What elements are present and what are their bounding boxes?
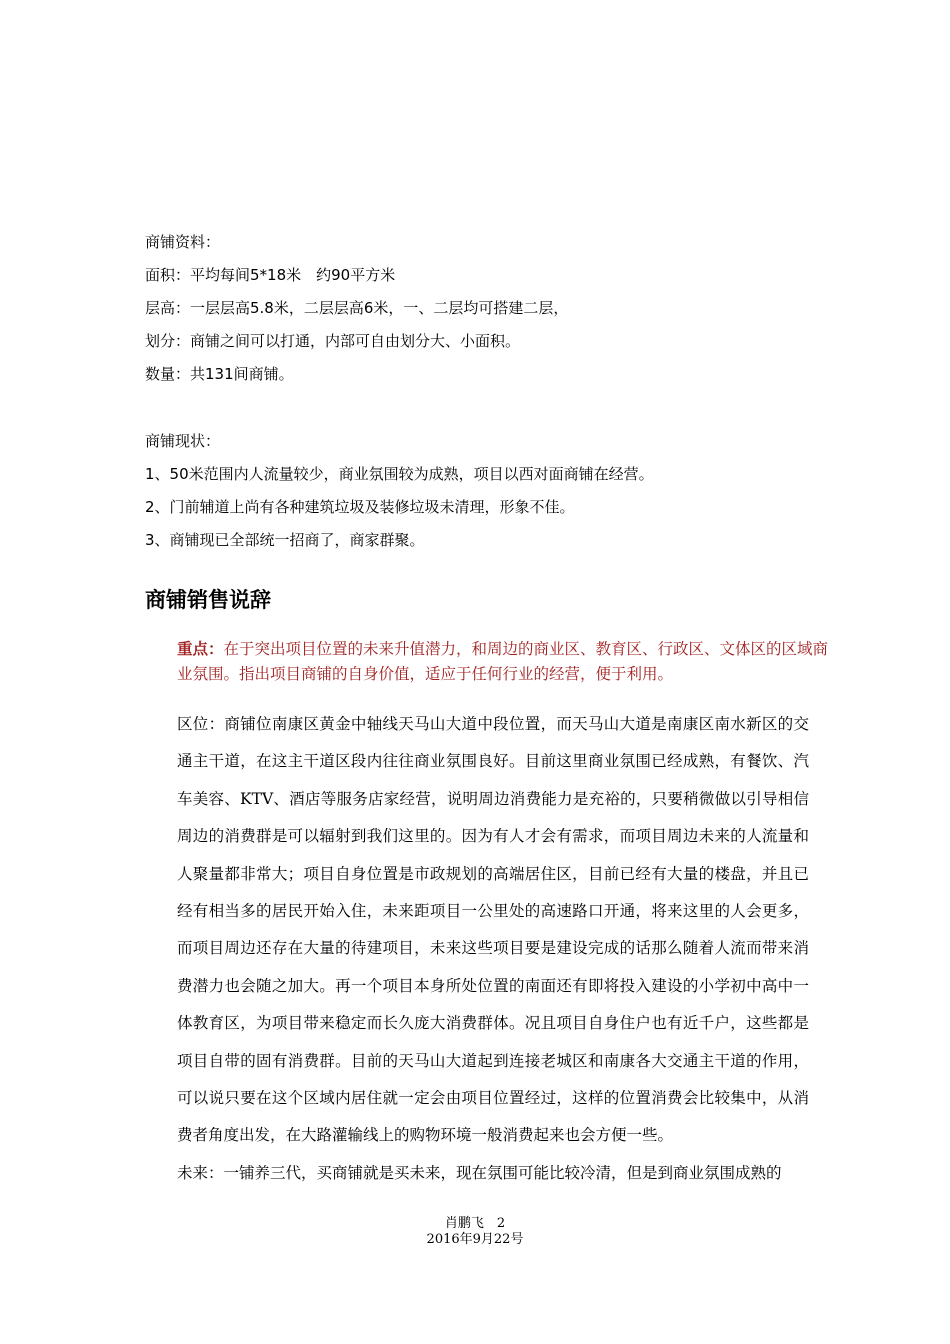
emphasis-label: 重点： [177, 639, 224, 658]
emphasis-paragraph [145, 636, 841, 687]
body-text [145, 706, 809, 1192]
info-title: 商铺资料： [145, 233, 221, 251]
future-paragraph: 未来：一铺养三代，买商铺就是买未来，现在氛围可能比较冷清，但是到商业氛围成熟的 [177, 1163, 782, 1182]
info-floor-height: 层高：一层层高5.8米，二层层高6米，一、二层均可搭建二层， [145, 299, 569, 317]
footer-author-page: 肖鹏飞 2 [444, 1216, 506, 1231]
status-item-2: 2、门前辅道上尚有各种建筑垃圾及装修垃圾未清理，形象不佳。 [145, 498, 575, 516]
info-division: 划分：商铺之间可以打通，内部可自由划分大、小面积。 [145, 332, 521, 350]
emphasis-text: 在于突出项目位置的未来升值潜力，和周边的商业区、教育区、行政区、文体区的区域商业氛围。指出项目商铺的自身价值，适应于任何行业的经营，便于利用。 [177, 640, 829, 683]
page-footer [0, 1216, 950, 1248]
info-area: 面积：平均每间5*18米 约90平方米 [145, 266, 396, 284]
section-heading: 商铺销售说辞 [145, 588, 271, 612]
status-title: 商铺现状： [145, 432, 221, 450]
location-paragraph: 区位：商铺位南康区黄金中轴线天马山大道中段位置，而天马山大道是南康区南水新区的交通主干道，在这主干道区段内往往商业氛围良好。目前这里商业氛围已经成熟，有餐饮、汽车美容、KTV、酒店等服务店家经营，说明周边消费能力是充裕的，只要稍微做以引导相信周边的消费群是可以辐射到我们这里的。因为有人才会有需求，而项目周边未来的人流量和人聚量都非常大；项目自身位置是市政规划的高端居住区，目前已经有大量的楼盘，并且已经有相当多的居民开始入住，未来距项目一公里处的高速路口开通，将来这里的人会更多，而项目周边还存在大量的待建项目，未来这些项目要是建设完成的话那么随着人流而带来消费潜力也会随之加大。再一个项目本身所处位置的南面还有即将投入建设的小学初中高中一体教育区，为项目带来稳定而长久庞大消费群体。况且项目自身住户也有近千户，这些都是项目自带的固有消费群。目前的天马山大道起到连接老城区和南康各大交通主干道的作用，可以说只要在这个区域内居住就一定会由项目位置经过，这样的位置消费会比较集中，从消费者角度出发，在大路灌输线上的购物环境一般消费起来也会方便一些。 [177, 715, 809, 1145]
footer-date: 2016年9月22号 [426, 1232, 524, 1247]
info-count: 数量：共131间商铺。 [145, 365, 294, 383]
status-item-3: 3、商铺现已全部统一招商了，商家群聚。 [145, 531, 425, 549]
status-item-1: 1、50米范围内人流量较少，商业氛围较为成熟，项目以西对面商铺在经营。 [145, 465, 654, 483]
